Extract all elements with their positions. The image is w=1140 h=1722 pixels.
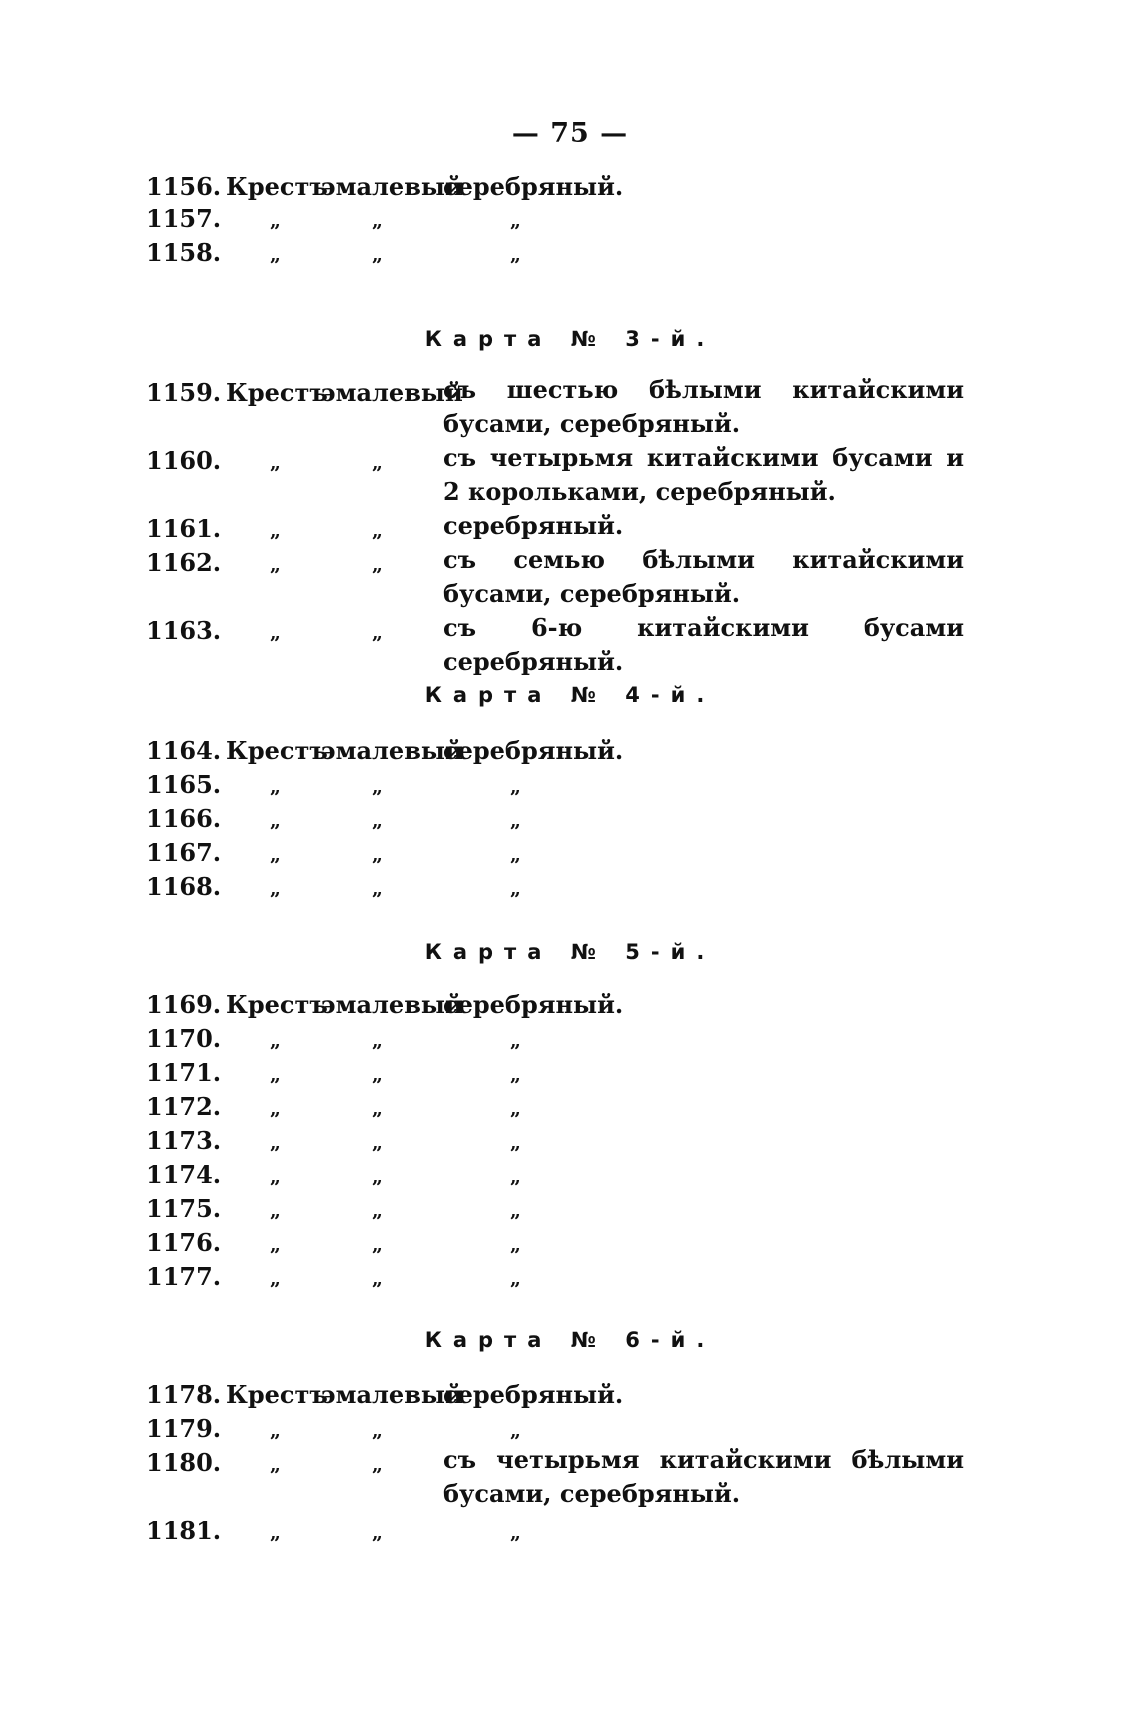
ditto-mark: „ (510, 1030, 521, 1052)
ditto-mark: „ (372, 1420, 383, 1442)
ditto-mark: „ (372, 1234, 383, 1256)
ditto-mark: „ (510, 1132, 521, 1154)
ditto-mark: „ (270, 1132, 281, 1154)
entry-number: 1174. (146, 1160, 222, 1189)
ditto-mark: „ (510, 1268, 521, 1290)
ditto-mark: „ (510, 210, 521, 232)
ditto-mark: „ (270, 1064, 281, 1086)
ditto-mark: „ (270, 452, 281, 474)
entry-number: 1161. (146, 514, 222, 543)
ditto-mark: „ (372, 520, 383, 542)
entry-number: 1157. (146, 204, 222, 233)
entry-number: 1181. (146, 1516, 222, 1545)
item-description: съ 6-ю китайскими бусами серебряный. (443, 613, 964, 676)
section-heading-card-5: Карта № 5-й. (424, 940, 716, 964)
entry-number: 1164. (146, 736, 222, 765)
item-material: эмалевый (321, 990, 463, 1019)
entry-number: 1167. (146, 838, 222, 867)
item-detail: серебряный. (443, 172, 624, 201)
ditto-mark: „ (372, 1064, 383, 1086)
ditto-mark: „ (510, 1064, 521, 1086)
entry-number: 1163. (146, 616, 222, 645)
entry-number: 1178. (146, 1380, 222, 1409)
ditto-mark: „ (270, 520, 281, 542)
ditto-mark: „ (270, 1166, 281, 1188)
entry-number: 1158. (146, 238, 222, 267)
ditto-mark: „ (270, 1522, 281, 1544)
ditto-mark: „ (372, 810, 383, 832)
ditto-mark: „ (372, 452, 383, 474)
ditto-mark: „ (372, 776, 383, 798)
ditto-mark: „ (270, 810, 281, 832)
ditto-mark: „ (270, 878, 281, 900)
ditto-mark: „ (510, 1200, 521, 1222)
item-description: съ четырьмя китайскими бѣлыми бусами, серебряный. (443, 1445, 964, 1508)
item-name: Крестъ (226, 172, 328, 201)
item-description: съ семью бѣлыми китайскими бусами, серебряный. (443, 545, 964, 608)
entry-number: 1166. (146, 804, 222, 833)
section-heading-card-6: Карта № 6-й. (424, 1328, 716, 1352)
ditto-mark: „ (372, 622, 383, 644)
item-description: серебряный. (443, 511, 624, 540)
ditto-mark: „ (270, 554, 281, 576)
entry-number: 1177. (146, 1262, 222, 1291)
ditto-mark: „ (270, 844, 281, 866)
ditto-mark: „ (510, 1234, 521, 1256)
ditto-mark: „ (270, 210, 281, 232)
ditto-mark: „ (372, 1522, 383, 1544)
item-material: эмалевый (321, 172, 463, 201)
ditto-mark: „ (510, 1522, 521, 1544)
entry-number: 1180. (146, 1448, 222, 1477)
ditto-mark: „ (372, 844, 383, 866)
ditto-mark: „ (372, 244, 383, 266)
item-detail: серебряный. (443, 736, 624, 765)
entry-number: 1159. (146, 378, 222, 407)
ditto-mark: „ (510, 810, 521, 832)
ditto-mark: „ (510, 878, 521, 900)
ditto-mark: „ (372, 1030, 383, 1052)
ditto-mark: „ (372, 1166, 383, 1188)
entry-number: 1168. (146, 872, 222, 901)
ditto-mark: „ (270, 1454, 281, 1476)
entry-number: 1176. (146, 1228, 222, 1257)
ditto-mark: „ (510, 1098, 521, 1120)
item-material: эмалевый (321, 736, 463, 765)
ditto-mark: „ (372, 210, 383, 232)
item-detail: серебряный. (443, 1380, 624, 1409)
entry-number: 1175. (146, 1194, 222, 1223)
ditto-mark: „ (510, 776, 521, 798)
item-description: съ шестью бѣлыми китайскими бусами, серебряный. (443, 375, 964, 438)
entry-number: 1179. (146, 1414, 222, 1443)
section-heading-card-4: Карта № 4-й. (424, 683, 716, 707)
ditto-mark: „ (270, 1098, 281, 1120)
entry-number: 1171. (146, 1058, 222, 1087)
entry-number: 1173. (146, 1126, 222, 1155)
ditto-mark: „ (372, 1098, 383, 1120)
entry-number: 1165. (146, 770, 222, 799)
section-heading-card-3: Карта № 3-й. (424, 327, 716, 351)
entry-number: 1169. (146, 990, 222, 1019)
entry-number: 1172. (146, 1092, 222, 1121)
item-material: эмалевый (321, 1380, 463, 1409)
entry-number: 1156. (146, 172, 222, 201)
ditto-mark: „ (270, 1200, 281, 1222)
ditto-mark: „ (372, 1268, 383, 1290)
ditto-mark: „ (270, 1234, 281, 1256)
item-detail: серебряный. (443, 990, 624, 1019)
ditto-mark: „ (270, 776, 281, 798)
item-material: эмалевый (321, 378, 463, 407)
ditto-mark: „ (270, 1268, 281, 1290)
ditto-mark: „ (270, 622, 281, 644)
ditto-mark: „ (372, 1132, 383, 1154)
ditto-mark: „ (372, 1454, 383, 1476)
ditto-mark: „ (372, 1200, 383, 1222)
ditto-mark: „ (372, 554, 383, 576)
ditto-mark: „ (510, 1420, 521, 1442)
ditto-mark: „ (270, 1030, 281, 1052)
ditto-mark: „ (372, 878, 383, 900)
item-name: Крестъ (226, 378, 328, 407)
entry-number: 1160. (146, 446, 222, 475)
item-name: Крестъ (226, 1380, 328, 1409)
item-name: Крестъ (226, 990, 328, 1019)
item-name: Крестъ (226, 736, 328, 765)
ditto-mark: „ (510, 844, 521, 866)
entry-number: 1162. (146, 548, 222, 577)
entry-number: 1170. (146, 1024, 222, 1053)
ditto-mark: „ (270, 1420, 281, 1442)
ditto-mark: „ (270, 244, 281, 266)
item-description: съ четырьмя китайскими бусами и 2 корольками, серебряный. (443, 443, 964, 506)
ditto-mark: „ (510, 244, 521, 266)
ditto-mark: „ (510, 1166, 521, 1188)
page-number: — 75 — (511, 118, 629, 149)
